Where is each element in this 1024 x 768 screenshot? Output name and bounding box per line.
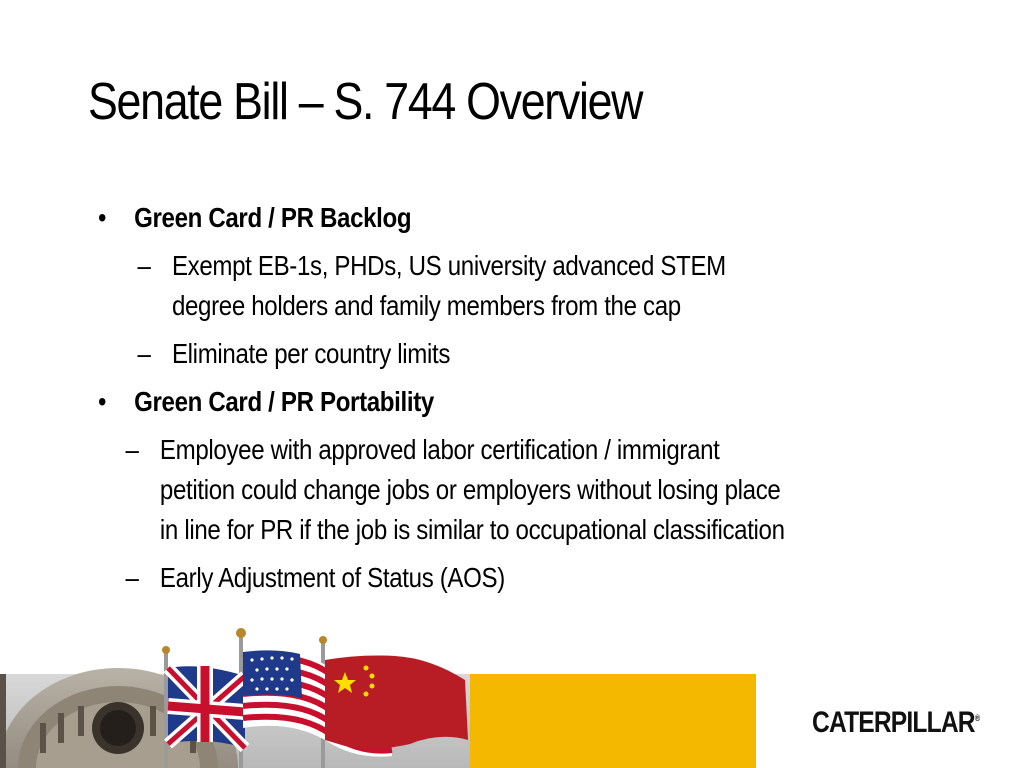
dash-symbol: –	[125, 562, 139, 593]
sub-bullet-line: Early Adjustment of Status (AOS)	[159, 562, 505, 593]
bullet-heading: Green Card / PR Backlog	[134, 202, 412, 233]
flags-banner-image	[0, 628, 1024, 768]
sub-bullet-line: degree holders and family members from the cap	[171, 290, 681, 321]
caterpillar-logo	[812, 705, 1016, 741]
bullet-item	[98, 382, 872, 422]
slide-title: Senate Bill – S. 744 Overview	[88, 73, 643, 131]
logo-wordmark: CATERPILLAR®	[812, 706, 980, 739]
registered-mark: ®	[974, 713, 980, 723]
sub-bullet-item	[98, 334, 872, 374]
sub-bullet-item	[98, 558, 872, 598]
sub-bullet-line: Employee with approved labor certification / immigrant	[159, 434, 720, 465]
bullet-item	[98, 198, 872, 238]
footer-banner	[0, 628, 1024, 768]
bullet-symbol: •	[98, 386, 107, 417]
uk-flag	[168, 666, 245, 748]
yellow-banner-block	[430, 674, 756, 768]
dash-symbol: –	[137, 250, 151, 281]
sub-bullet-item	[98, 246, 872, 326]
bullet-heading: Green Card / PR Portability	[134, 386, 434, 417]
sub-bullet-line: in line for PR if the job is similar to occupational classification	[159, 514, 785, 545]
sub-bullet-item	[98, 430, 872, 550]
sub-bullet-line: Exempt EB-1s, PHDs, US university advanced STEM	[171, 250, 726, 281]
sub-bullet-line: Eliminate per country limits	[171, 338, 451, 369]
dash-symbol: –	[125, 434, 139, 465]
sub-bullet-line: petition could change jobs or employers without losing place	[159, 474, 781, 505]
bullet-list	[98, 198, 872, 598]
bullet-symbol: •	[98, 202, 107, 233]
dash-symbol: –	[137, 338, 151, 369]
slide-body	[98, 198, 998, 606]
china-flag	[325, 656, 468, 749]
